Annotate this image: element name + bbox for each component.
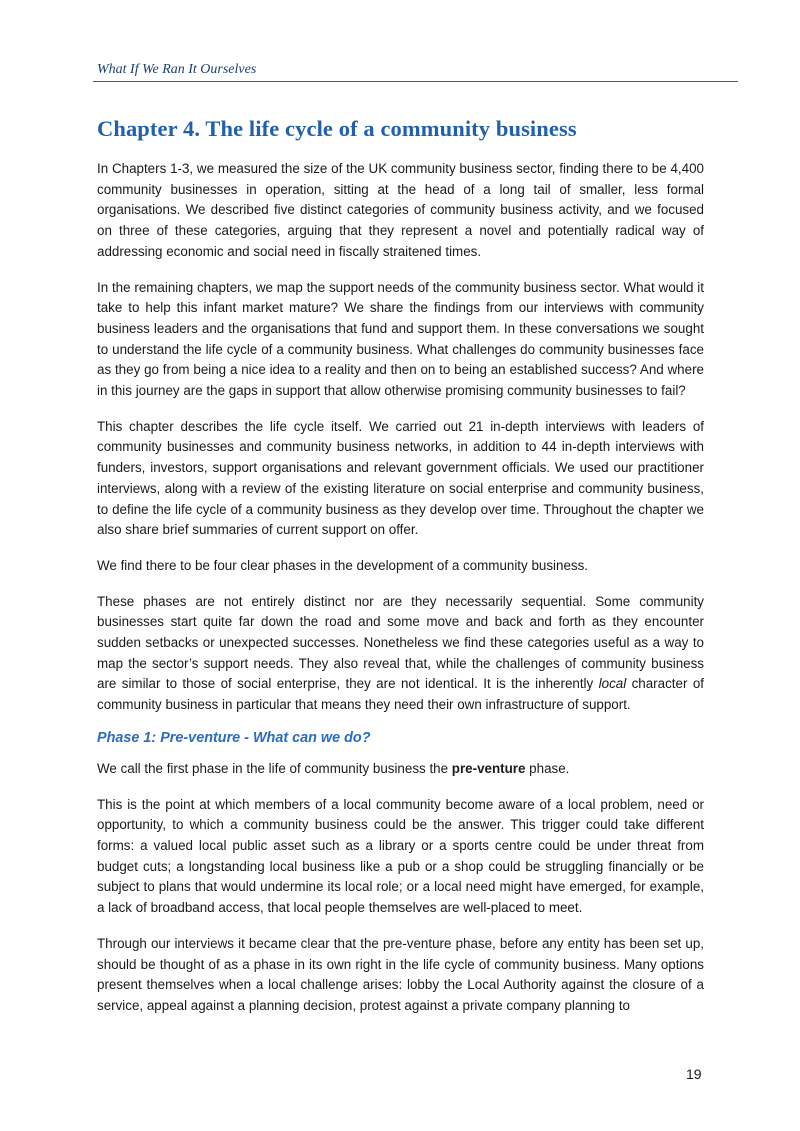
body-paragraph: In Chapters 1-3, we measured the size of the UK community business sector, finding there to be 4,400 community businesses in operation, sitting at the head of a long tail of smaller, less formal organisations. We described five distinct categories of community business activity, and we focused on three of these categories, arguing that they represent a novel and potentially radical way of addressing economic and social need in fiscally straitened times.: [97, 161, 704, 259]
page-number: 19: [686, 1066, 702, 1082]
body-paragraph: [97, 759, 704, 780]
emphasis-text: local: [598, 676, 627, 692]
section-heading: Phase 1: Pre-venture - What can we do?: [97, 729, 371, 746]
bold-term: pre-venture: [451, 760, 526, 776]
text-run: These phases are not entirely distinct nor are they necessarily sequential. Some community businesses start quite far down the road and some move and back and forth as they encounter sudden setbacks or unexpected successes. Nonetheless we find these categories useful as a way to map the sector’s support needs. They also reveal that, while the challenges of community business are similar to those of social enterprise, they are not identical. It is the inherently: [97, 593, 704, 692]
chapter-title: Chapter 4. The life cycle of a community business: [97, 116, 577, 141]
body-paragraph: This chapter describes the life cycle itself. We carried out 21 in-depth interviews with leaders of community businesses and community business networks, in addition to 44 in-depth interviews with funders, investors, support organisations and relevant government officials. We used our practitioner interviews, along with a review of the existing literature on social enterprise and community business, to define the life cycle of a community business as they develop over time. Throughout the chapter we also share brief summaries of current support on offer.: [97, 418, 704, 538]
text-run: phase.: [525, 760, 570, 776]
running-header: What If We Ran It Ourselves: [97, 62, 257, 77]
header-divider: [93, 81, 738, 82]
body-paragraph: Through our interviews it became clear that the pre-venture phase, before any entity has been set up, should be thought of as a phase in its own right in the life cycle of community business. Many options present themselves when a local challenge arises: lobby the Local Authority against the closure of a service, appeal against a planning decision, protest against a private company planning to: [97, 935, 704, 1013]
body-paragraph: This is the point at which members of a local community become aware of a local problem, need or opportunity, to which a community business could be the answer. This trigger could take different forms: a valued local public asset such as a library or a sports centre could be under threat from budget cuts; a longstanding local business like a pub or a shop could be struggling financially or be subject to plans that would undermine its local role; or a local need might have emerged, for example, a lack of broadband access, that local people themselves are well-placed to meet.: [97, 796, 704, 916]
text-run: We call the first phase in the life of community business the: [97, 760, 452, 776]
body-paragraph: [97, 592, 704, 716]
body-paragraph: In the remaining chapters, we map the support needs of the community business sector. What would it take to help this infant market mature? We share the findings from our interviews with community business leaders and the organisations that fund and support them. In these conversations we sought to understand the life cycle of a community business. What challenges do community businesses face as they go from being a nice idea to a reality and then on to being an established success? And where in this journey are the gaps in support that allow otherwise promising community businesses to fail?: [97, 279, 704, 399]
page-content: [97, 116, 704, 1032]
body-paragraph: We find there to be four clear phases in the development of a community business.: [97, 557, 589, 573]
text-run: character of community business in particular that means they need their own infrastructure of support.: [97, 676, 704, 713]
